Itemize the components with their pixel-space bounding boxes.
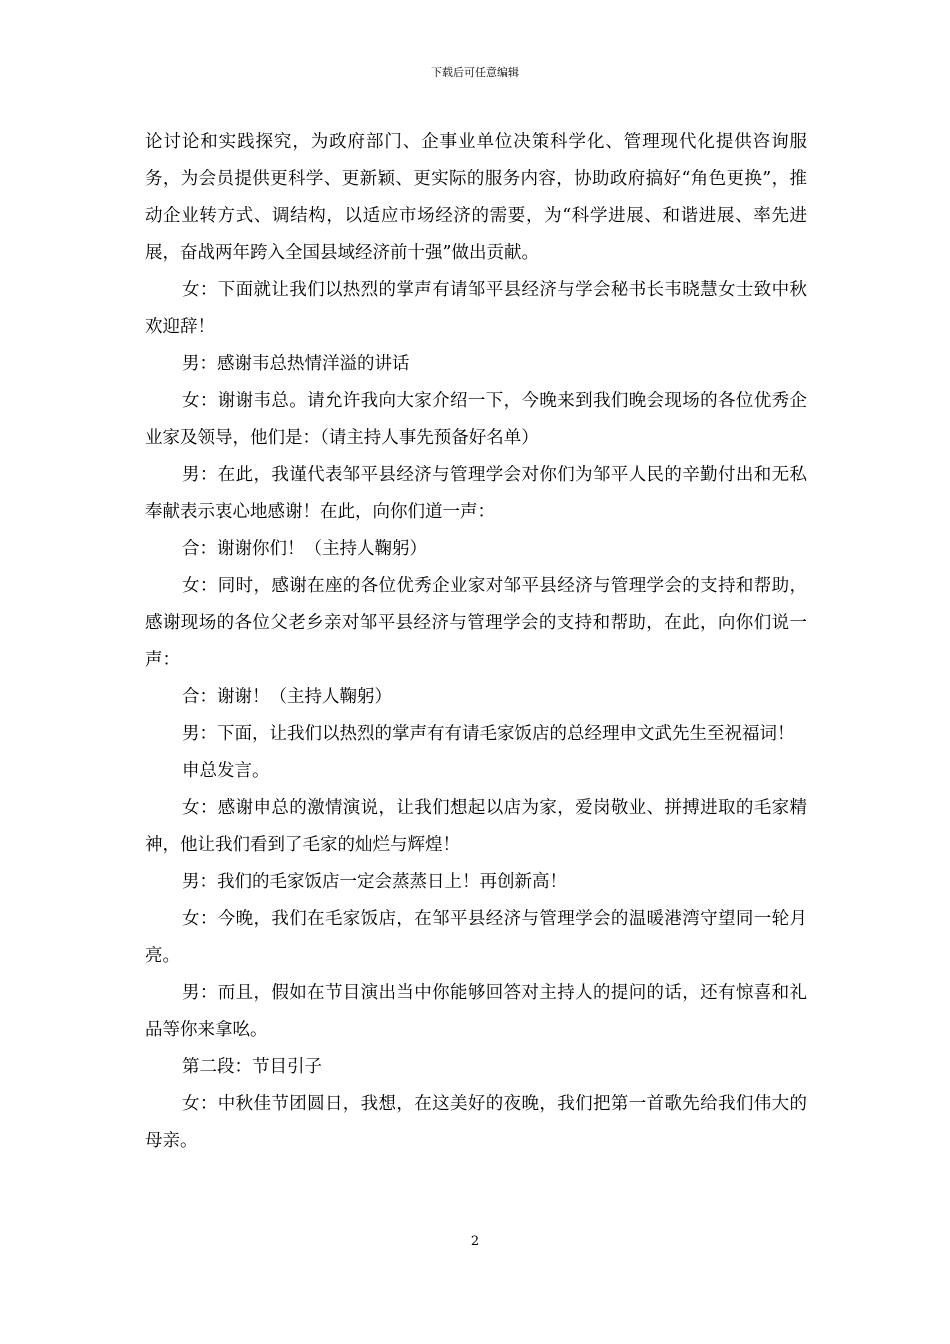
paragraph: 男：我们的毛家饭店一定会蒸蒸日上！再创新高！ [182, 872, 567, 892]
document-body [145, 124, 807, 1160]
paragraph: 女：谢谢韦总。请允许我向大家介绍一下，今晚来到我们晚会现场的各位优秀企业家及领导，他们是：（请主持人事先预备好名单） [145, 391, 807, 448]
page-number: 2 [470, 1234, 480, 1249]
paragraph: 女：同时，感谢在座的各位优秀企业家对邹平县经济与管理学会的支持和帮助，感谢现场的各位父老乡亲对邹平县经济与管理学会的支持和帮助，在此，向你们说一声： [145, 576, 807, 670]
paragraph: 男：而且，假如在节目演出当中你能够回答对主持人的提问的话，还有惊喜和礼品等你来拿吆。 [145, 983, 807, 1040]
paragraph: 合：谢谢你们！（主持人鞠躬） [182, 539, 427, 559]
paragraph: 女：今晚，我们在毛家饭店，在邹平县经济与管理学会的温暖港湾守望同一轮月亮。 [145, 909, 807, 966]
paragraph: 第二段：节目引子 [182, 1057, 322, 1077]
paragraph: 女：下面就让我们以热烈的掌声有请邹平县经济与学会秘书长韦晓慧女士致中秋欢迎辞！ [145, 280, 807, 337]
paragraph: 女：感谢申总的激情演说，让我们想起以店为家，爱岗敬业、拼搏进取的毛家精神，他让我们看到了毛家的灿烂与辉煌！ [145, 798, 807, 855]
paragraph: 申总发言。 [182, 761, 270, 781]
paragraph: 男：感谢韦总热情洋溢的讲话 [182, 354, 410, 374]
paragraph: 男：下面，让我们以热烈的掌声有有请毛家饭店的总经理申文武先生至祝福词！ [182, 724, 795, 744]
page-header: 下载后可任意编辑 [431, 66, 519, 79]
paragraph: 论讨论和实践探究，为政府部门、企事业单位决策科学化、管理现代化提供咨询服务，为会员提供更科学、更新颖、更实际的服务内容，协助政府搞好“角色更换”，推动企业转方式、调结构，以适应市场经济的需要，为“科学进展、和谐进展、率先进展，奋战两年跨入全国县域经济前十强”做出贡献。 [145, 132, 807, 263]
paragraph: 男：在此，我谨代表邹平县经济与管理学会对你们为邹平人民的辛勤付出和无私奉献表示衷心地感谢！在此，向你们道一声： [145, 465, 807, 522]
paragraph: 女：中秋佳节团圆日，我想，在这美好的夜晚，我们把第一首歌先给我们伟大的母亲。 [145, 1094, 807, 1151]
paragraph: 合：谢谢！（主持人鞠躬） [182, 687, 392, 707]
